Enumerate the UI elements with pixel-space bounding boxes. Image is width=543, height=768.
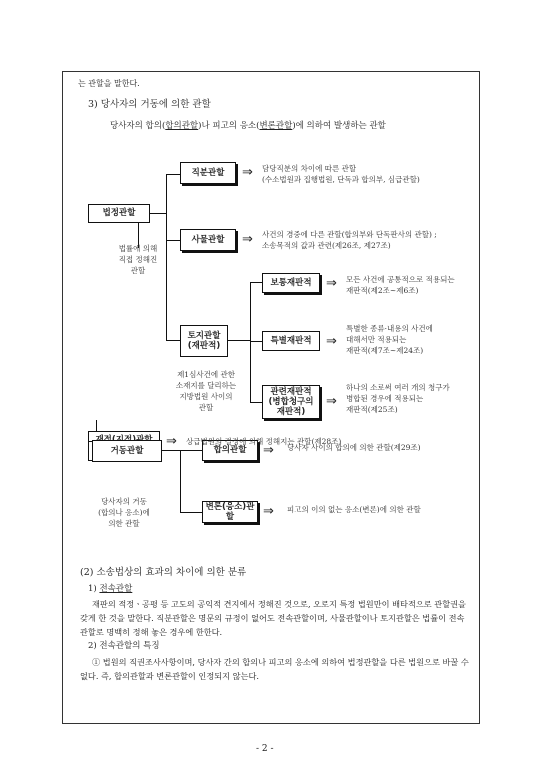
desc-gwallyeon: 하나의 소로써 여러 개의 청구가 병합된 경우에 적용되는 재판적(제25조) [346, 383, 450, 414]
arrow-habui: ⇒ [263, 443, 274, 458]
desc-byeollon: 피고의 이의 없는 응소(변론)에 의한 관할 [287, 505, 421, 514]
box-botong: 보통재판적 [262, 273, 320, 293]
connector-to-samul [166, 240, 180, 241]
note-beopjeong: 법률에 의해 직접 정해진 관할 [118, 244, 158, 275]
section2-paragraph1: 재판의 적정ㆍ공평 등 고도의 공익적 견지에서 정해진 것으로, 오로지 특정 법원만이 배타적으로 관할권을 갖게 한 것을 말한다. 직분관할은 명문의 규정이 없어도 전속관할이며, 사물관할이나 토지관할은 법률이 전속관할로 명백히 정해 놓은 경우에 한한다. [80, 599, 466, 637]
connector-geodong-trunk [180, 450, 181, 512]
box-byeollon: 변론(응소)관할 [202, 501, 258, 523]
desc-habui: 당사자 사이의 합의에 의한 관할(제29조) [287, 443, 421, 452]
arrow-jaejeong: ⇒ [166, 434, 177, 449]
section2-heading: (2) 소송법상의 효과의 차이에 의한 분류 [80, 567, 247, 578]
arrow-samul: ⇒ [242, 232, 253, 247]
section2-sub1: 1) 전속관할 [88, 584, 133, 594]
box-gwallyeon: 관련재판적(병합청구의재판적) [262, 385, 320, 419]
arrow-jikbun: ⇒ [242, 165, 253, 180]
arrow-teukbyeol: ⇒ [326, 334, 337, 349]
connector-to-habui [180, 450, 202, 451]
box-toji: 토지관할(재판적) [180, 325, 228, 357]
intro-continuation: 는 관할을 말한다. [78, 79, 140, 88]
connector-to-botong [250, 282, 262, 283]
section2-paragraph2: ① 법원의 직권조사사항이며, 당사자 간의 합의나 피고의 응소에 의하여 법정관할을 다른 법원으로 바꿀 수 없다. 즉, 합의관할과 변론관할이 인정되지 않는다. [80, 657, 469, 681]
connector-to-jikbun [166, 174, 180, 175]
desc-samul: 사건의 경중에 다른 관할(합의부와 단독판사의 관할) ; 소송목적의 값과 관련(제26조, 제27조) [262, 230, 437, 250]
connector-to-byeollon [180, 512, 202, 513]
note-geodong: 당사자의 거동 (합의나 응소)에 의한 관할 [98, 497, 150, 528]
arrow-gwallyeon: ⇒ [326, 394, 337, 409]
arrow-byeollon: ⇒ [263, 504, 274, 519]
desc-jaejeong: 상급법원의 결정에 의해 정해지는 관할(제28조) [186, 437, 342, 446]
connector-to-teukbyeol [250, 341, 262, 342]
box-teukbyeol: 특별재판적 [262, 331, 320, 351]
box-samul: 사물관할 [180, 229, 236, 251]
connector-geodong-out [162, 450, 180, 451]
party-conduct-intro: 당사자의 합의(합의관할)나 피고의 응소(변론관할)에 의하여 발생하는 관할 [110, 121, 386, 131]
heading-party-conduct: 3) 당사자의 거동에 의한 관할 [88, 99, 211, 110]
section2-sub2: 2) 전속관할의 특징 [88, 641, 160, 651]
desc-jikbun: 담당직분의 차이에 따른 관할 (수소법원과 집행법원, 단독과 합의부, 심급관할) [262, 164, 420, 184]
box-habui: 합의관할 [202, 440, 258, 461]
desc-teukbyeol: 특별한 종류·내용의 사건에 대해서만 적용되는 재판적(제7조~제24조) [346, 324, 433, 355]
connector-beopjeong-out [150, 213, 166, 214]
connector-to-toji [166, 340, 180, 341]
page-number: - 2 - [256, 744, 274, 754]
box-jikbun: 직분관할 [180, 162, 236, 184]
desc-botong: 모든 사건에 공통적으로 적용되는 재판적(제2조~제6조) [346, 275, 455, 295]
box-geodong: 거동관할 [92, 440, 162, 462]
note-toji: 제1심사건에 관한 소재지를 달리하는 지방법원 사이의 관할 [175, 370, 237, 412]
arrow-botong: ⇒ [326, 276, 337, 291]
box-beopjeong: 법정관할 [88, 204, 150, 223]
connector-toji-out [228, 340, 250, 341]
